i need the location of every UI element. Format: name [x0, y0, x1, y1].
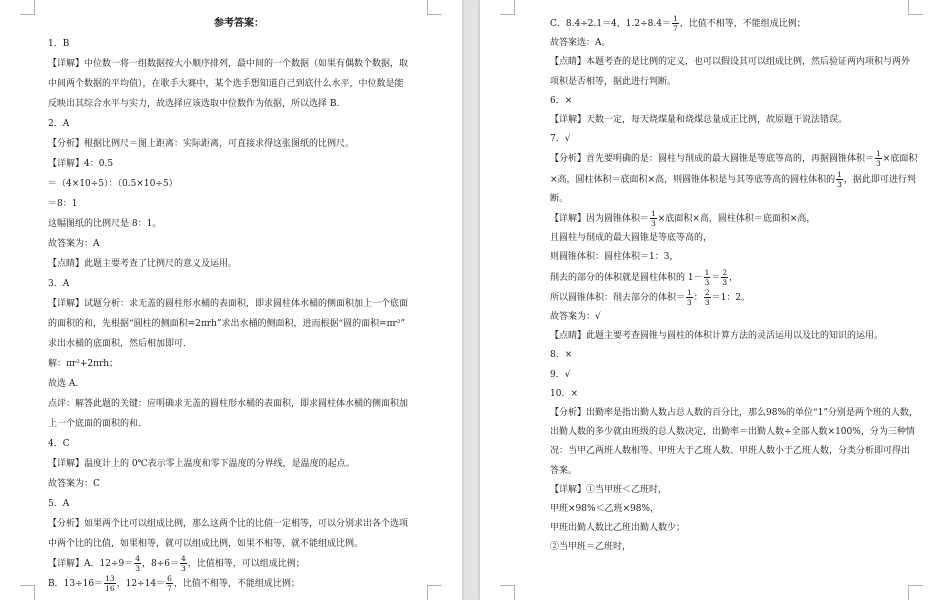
- text-line: 【详解】①当甲班＜乙班时，: [550, 484, 668, 495]
- text-line: 项积是否相等，据此进行判断。: [550, 76, 677, 87]
- fraction: [721, 268, 728, 287]
- left-page-content: [48, 14, 430, 594]
- right-page-content: [550, 14, 918, 558]
- text-line: 【点睛】此题主要考查圆锥与圆柱的体积计算方法的灵活运用以及比的知识的运用。: [550, 331, 884, 342]
- option-b-mid: ，12÷14＝: [116, 579, 166, 589]
- text-line: 中两个比的比值，如果相等，就可以组成比例，如果不相等，就不能组成比例。: [48, 539, 364, 549]
- text-line: 【详解】试题分析：求无盖的圆柱形水桶的表面积，即求圆柱体水桶的侧面积加上一个底面: [48, 299, 409, 309]
- analysis-7-line-1: [550, 149, 918, 169]
- text-line: 故选 A.: [48, 379, 79, 389]
- text-line: 甲班×98%＜乙班×98%，: [550, 504, 660, 515]
- cut-volume-line: [550, 268, 909, 288]
- option-a-line: [48, 554, 430, 574]
- numerator: 2: [722, 267, 728, 277]
- detail-7-line: [550, 209, 909, 229]
- fraction: [704, 268, 711, 287]
- option-b-suffix: ，比值不相等，不能组成比例；: [173, 579, 300, 589]
- numerator: 1: [687, 287, 692, 297]
- denominator: 3: [181, 564, 186, 573]
- text-line: 故答案为：C: [48, 479, 100, 489]
- option-c-line: [550, 14, 909, 34]
- text-line: 这幅图纸的比例尺是 8：1。: [48, 219, 162, 229]
- crop-mark: [20, 585, 35, 600]
- denominator: 7: [167, 584, 172, 593]
- numerator: 1: [837, 169, 842, 179]
- text-line: 2．A: [48, 119, 70, 129]
- numerator: 1: [876, 149, 881, 159]
- analysis-7-prefix: 【分析】首先要明确的是：圆柱与削成的最大圆锥是等底等高的，再据圆锥体积＝: [550, 154, 875, 165]
- text-line: 【点睛】此题主要考查了比例尺的意义及运用。: [48, 259, 238, 269]
- denominator: 3: [722, 277, 728, 287]
- numerator: 6: [167, 574, 172, 583]
- fraction: [166, 574, 173, 593]
- denominator: 3: [651, 219, 656, 229]
- denominator: 3: [704, 277, 710, 287]
- ratio-prefix: 所以圆锥体积：削去部分的体积＝: [550, 292, 686, 303]
- analysis-7b-suffix: ，据此即可进行判: [843, 174, 916, 185]
- text-line: 答案。: [550, 465, 578, 476]
- text-line: 8．×: [550, 350, 573, 361]
- fraction: [686, 288, 693, 307]
- text-line: ②当甲班＝乙班时，: [550, 542, 632, 553]
- numerator: 4: [181, 554, 186, 563]
- option-a-prefix: 【详解】A．12÷9＝: [48, 559, 134, 569]
- text-line: 【详解】温度计上的 0℃表示零上温度和零下温度的分界线，是温度的起点。: [48, 459, 355, 469]
- text-line: 解：πr²+2πrh；: [48, 359, 119, 369]
- text-line: 出勤人数的多少就由班级的总人数决定，出勤率＝出勤人数÷全部人数×100%，分为三种情: [550, 427, 915, 438]
- denominator: 16: [105, 584, 115, 593]
- text-line: 5．A: [48, 499, 70, 509]
- text-line: 上一个底面的面积的和．: [48, 419, 148, 429]
- option-c-prefix: C．8.4÷2.1＝4，1.2÷8.4＝: [550, 19, 671, 29]
- analysis-7-line-3: 断。: [550, 193, 569, 204]
- denominator: 7: [672, 24, 678, 33]
- fraction: [836, 170, 843, 189]
- denominator: 3: [135, 564, 141, 573]
- text-line: 中间两个数据的平均值），在歌手大赛中，某个选手想知道自己到底什么水平，中位数是能: [48, 79, 404, 89]
- crop-mark: [20, 0, 35, 15]
- ratio-suffix: ＝1：2。: [711, 292, 751, 303]
- text-line: 甲班出勤人数比乙班出勤人数少；: [550, 523, 686, 534]
- text-line: 【详解】4：0.5: [48, 159, 114, 169]
- ratio-mid: ：: [693, 292, 703, 303]
- numerator: 1: [651, 209, 656, 219]
- text-line: 的面积的和，先根据“圆柱的侧面积=2πrh”求出水桶的侧面积，进而根据“圆的面积=πr²”: [48, 319, 406, 329]
- text-line: 7．√: [550, 134, 571, 145]
- option-c-suffix: ，比值不相等，不能组成比例；: [679, 19, 806, 29]
- text-line: 故答案为：A: [48, 239, 100, 249]
- left-page: [0, 0, 462, 600]
- right-page-lines-a: [550, 34, 909, 149]
- denominator: 3: [704, 297, 710, 307]
- ratio-line: [550, 288, 909, 308]
- text-line: 3．A: [48, 279, 70, 289]
- fraction: [875, 149, 882, 168]
- text-line: ＝（4×10÷5）：（0.5×10÷5）: [48, 179, 178, 189]
- numerator: 1: [704, 267, 710, 277]
- cut-mid: ＝: [711, 272, 721, 283]
- cut-suffix: ，: [729, 272, 739, 283]
- fraction: [704, 288, 711, 307]
- text-line: 点评：解答此题的关键：应明确求无盖的圆柱形水桶的表面积，即求圆柱体水桶的侧面积加: [48, 399, 409, 409]
- numerator: 13: [105, 574, 115, 583]
- option-a-suffix: ，比值相等，可以组成比例；: [187, 559, 305, 569]
- answer-title: 参考答案：: [214, 18, 264, 29]
- text-line: 1．B: [48, 39, 70, 49]
- text-line: 况：当甲乙两班人数相等、甲班大于乙班人数、甲班人数小于乙班人数，分类分析即可得出: [550, 446, 911, 457]
- text-line: 故答案选：A。: [550, 38, 611, 49]
- crop-mark: [908, 585, 923, 600]
- numerator: 1: [672, 14, 678, 23]
- text-line: 【分析】如果两个比可以组成比例，那么这两个比的比值一定相等，可以分别求出各个选项: [48, 519, 409, 529]
- crop-mark: [908, 0, 923, 15]
- denominator: 3: [837, 179, 842, 189]
- text-line: 且圆柱与削成的最大圆锥是等底等高的，: [550, 233, 713, 244]
- right-page: [480, 0, 943, 600]
- right-page-lines-b: [550, 229, 909, 267]
- left-page-lines: [48, 34, 430, 554]
- crop-mark: [500, 0, 515, 15]
- text-line: 故答案为：√: [550, 312, 601, 323]
- text-line: 【详解】中位数一将一组数据按大小顺序排列，最中间的一个数据（如果有偶数个数据，取: [48, 59, 409, 69]
- denominator: 3: [876, 159, 881, 169]
- crop-mark: [500, 585, 515, 600]
- crop-mark: [427, 0, 442, 15]
- fraction: [650, 209, 657, 228]
- text-line: 10．×: [550, 388, 578, 399]
- numerator: 2: [704, 287, 710, 297]
- text-line: 求出水桶的底面积，然后相加即可．: [48, 339, 193, 349]
- analysis-7-suffix: ×底面积: [882, 154, 918, 165]
- text-line: ＝8：1: [48, 199, 78, 209]
- text-line: 【分析】出勤率是指出勤人数占总人数的百分比，那么98%的单位“1”分别是两个班的人数，: [550, 408, 918, 419]
- numerator: 4: [135, 554, 141, 563]
- option-b-prefix: B．13÷16＝: [48, 579, 104, 589]
- analysis-7b-prefix: ×高，圆柱体积＝底面积×高，则圆锥体积是与其等底等高的圆柱体积的: [550, 174, 836, 185]
- option-a-mid: ，8÷6＝: [142, 559, 180, 569]
- fraction: [104, 574, 116, 593]
- fraction: [134, 554, 141, 573]
- fraction: [180, 554, 187, 573]
- denominator: 3: [687, 297, 692, 307]
- text-line: 9．√: [550, 369, 571, 380]
- analysis-7-line-2: [550, 169, 916, 190]
- fraction: [672, 14, 679, 33]
- text-line: 4．C: [48, 439, 70, 449]
- detail-7-suffix: ×底面积×高，圆柱体积＝底面积×高，: [657, 214, 816, 225]
- text-line: 则圆锥体积：圆柱体积＝1：3，: [550, 252, 679, 263]
- text-line: 【点睛】本题考查的是比例的定义，也可以假设其可以组成比例，然后验证两内项积与两外: [550, 57, 911, 68]
- cut-prefix: 削去的部分的体积就是圆柱体积的 1－: [550, 272, 703, 283]
- text-line: 【详解】天数一定，每天烧煤量和烧煤总量成正比例，故原题干说法错误。: [550, 115, 848, 126]
- right-page-lines-c: [550, 308, 918, 558]
- text-line: 6．×: [550, 95, 573, 106]
- option-b-line: [48, 574, 430, 594]
- text-line: 【分析】根据比例尺＝图上距离：实际距离，可直接求得这张图纸的比例尺。: [48, 139, 355, 149]
- text-line: 反映出其综合水平与实力，故选择应该选取中位数作为依据，所以选择 B.: [48, 99, 340, 109]
- detail-7-prefix: 【详解】因为圆锥体积＝: [550, 214, 650, 225]
